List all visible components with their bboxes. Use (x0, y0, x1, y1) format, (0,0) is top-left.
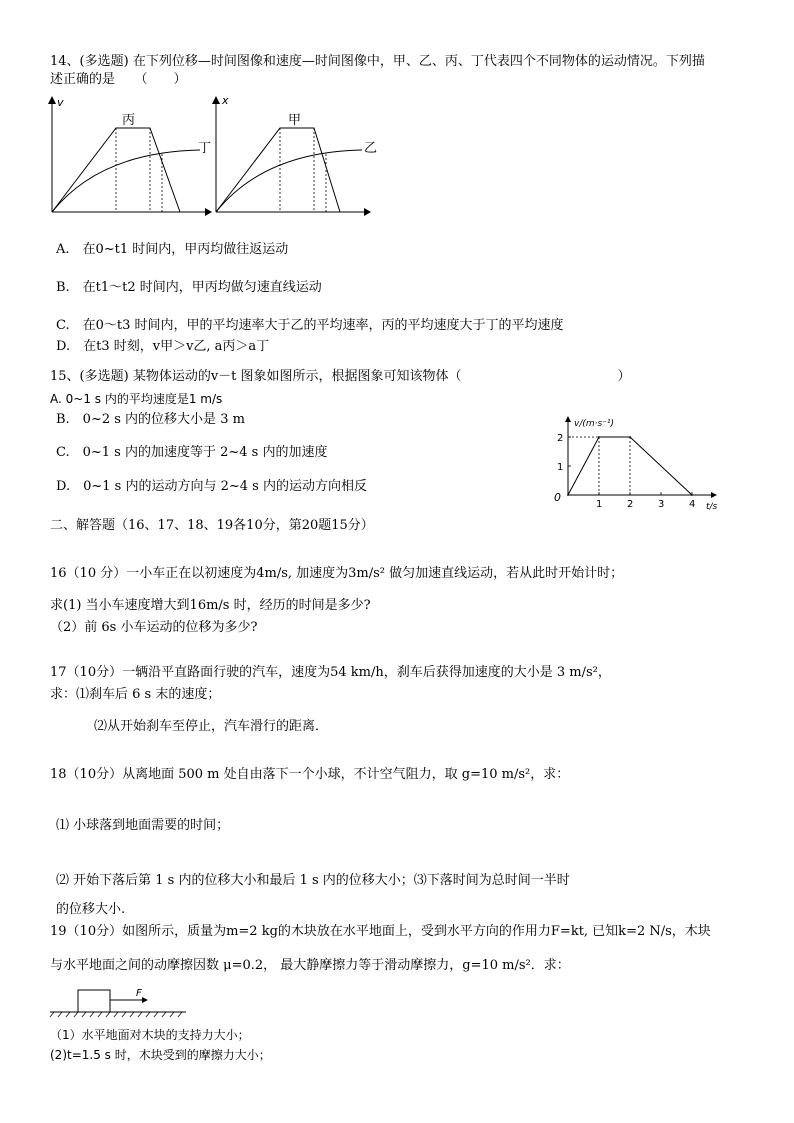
q17-part2: ⑵从开始刹车至停止，汽车滑行的距离． (94, 719, 329, 734)
q15-data-point (598, 436, 600, 438)
q15-option-c: C. 0~1 s 内的加速度等于 2~4 s 内的加速度 (56, 445, 328, 460)
q14-label-yi: 乙 (364, 141, 378, 156)
q15-option-d: D. 0~1 s 内的运动方向与 2~4 s 内的运动方向相反 (56, 479, 367, 494)
q14-vt-axis-label: v (57, 96, 64, 109)
q19-part2: (2)t=1.5 s 时，木块受到的摩擦力大小； (50, 1048, 271, 1062)
q18-part3: 的位移大小. (56, 902, 126, 917)
q14-xt-axis-label: x (222, 94, 229, 107)
q15-xtick-label: 3 (658, 499, 665, 510)
q14-label-bing: 丙 (122, 113, 136, 128)
wood-block (78, 990, 110, 1012)
q15-xtick-label: 4 (689, 499, 696, 510)
q15-ylabel: v/(m·s⁻¹) (574, 419, 615, 429)
q14-stem-line1: 14、(多选题) 在下列位移—时间图像和速度—时间图像中，甲、乙、丙、丁代表四个不同物体的运动情况。下列描 (50, 54, 705, 69)
block-force-diagram (48, 984, 188, 1018)
q17-stem: 17（10分）一辆沿平直路面行驶的汽车，速度为54 km/h，刹车后获得加速度的大小是 3 m/s²， (50, 665, 611, 680)
force-label: F (136, 988, 142, 999)
q15-data-point (691, 494, 693, 496)
q17-part1: 求：⑴刹车后 6 s 末的速度； (50, 687, 221, 702)
q15-xtick-label: 2 (627, 499, 634, 510)
q14-vt-graph (40, 92, 210, 218)
q14-label-jia: 甲 (288, 113, 302, 128)
q15-data-point (629, 436, 631, 438)
q15-origin-label: 0 (554, 491, 561, 504)
q15-ytick-label: 2 (557, 433, 564, 444)
q14-option-b: B. 在t1～t2 时间内，甲丙均做匀速直线运动 (56, 280, 322, 295)
q15-option-a: A. 0~1 s 内的平均速度是1 m/s (50, 392, 223, 406)
q18-part2: ⑵ 开始下落后第 1 s 内的位移大小和最后 1 s 内的位移大小；⑶下落时间为总时间一半时 (56, 873, 570, 888)
q19-stem2: 与水平地面之间的动摩擦因数 μ=0.2， 最大静摩擦力等于滑动摩擦力，g=10 m/s²．求： (50, 958, 570, 973)
q15-xlabel: t/s (706, 502, 718, 512)
q16-part1: 求(1) 当小车速度增大到16m/s 时，经历的时间是多少? (50, 598, 371, 613)
section2-heading: 二、解答题（16、17、18、19各10分，第20题15分） (50, 518, 374, 533)
q14-option-a: A. 在0~t1 时间内，甲丙均做往返运动 (56, 242, 289, 257)
q19-stem: 19（10分）如图所示，质量为m=2 kg的木块放在水平地面上，受到水平方向的作用力F=kt, 已知k=2 N/s，木块 (50, 924, 711, 939)
q15-option-b: B. 0~2 s 内的位移大小是 3 m (56, 412, 245, 427)
q15-data-point (567, 494, 569, 496)
q14-option-c: C. 在0～t3 时间内，甲的平均速率大于乙的平均速率，丙的平均速度大于丁的平均速度 (56, 318, 564, 333)
q18-part1: ⑴ 小球落到地面需要的时间； (56, 818, 230, 833)
q15-vt-chart (548, 416, 728, 516)
q14-xt-graph (204, 92, 378, 218)
q16-part2: （2）前 6s 小车运动的位移为多少? (50, 620, 258, 635)
q14-stem-line2: 述正确的是 （ ） (50, 72, 187, 87)
q14-option-d: D. 在t3 时刻，v甲＞v乙, a丙＞a丁 (56, 339, 270, 354)
q14-label-ding: 丁 (198, 141, 212, 156)
q15-ytick-label: 1 (557, 462, 564, 473)
q15-xtick-label: 1 (596, 499, 603, 510)
q18-stem: 18（10分）从离地面 500 m 处自由落下一个小球，不计空气阻力，取 g=10 m/s²，求： (50, 767, 570, 782)
q19-part1: （1）水平地面对木块的支持力大小； (50, 1028, 250, 1042)
q16-stem: 16（10 分）一小车正在以初速度为4m/s, 加速度为3m/s² 做匀加速直线运动，若从此时开始计时； (50, 566, 624, 581)
q15-stem: 15、(多选题) 某物体运动的v－t 图象如图所示，根据图象可知该物体（ ） (50, 369, 631, 384)
